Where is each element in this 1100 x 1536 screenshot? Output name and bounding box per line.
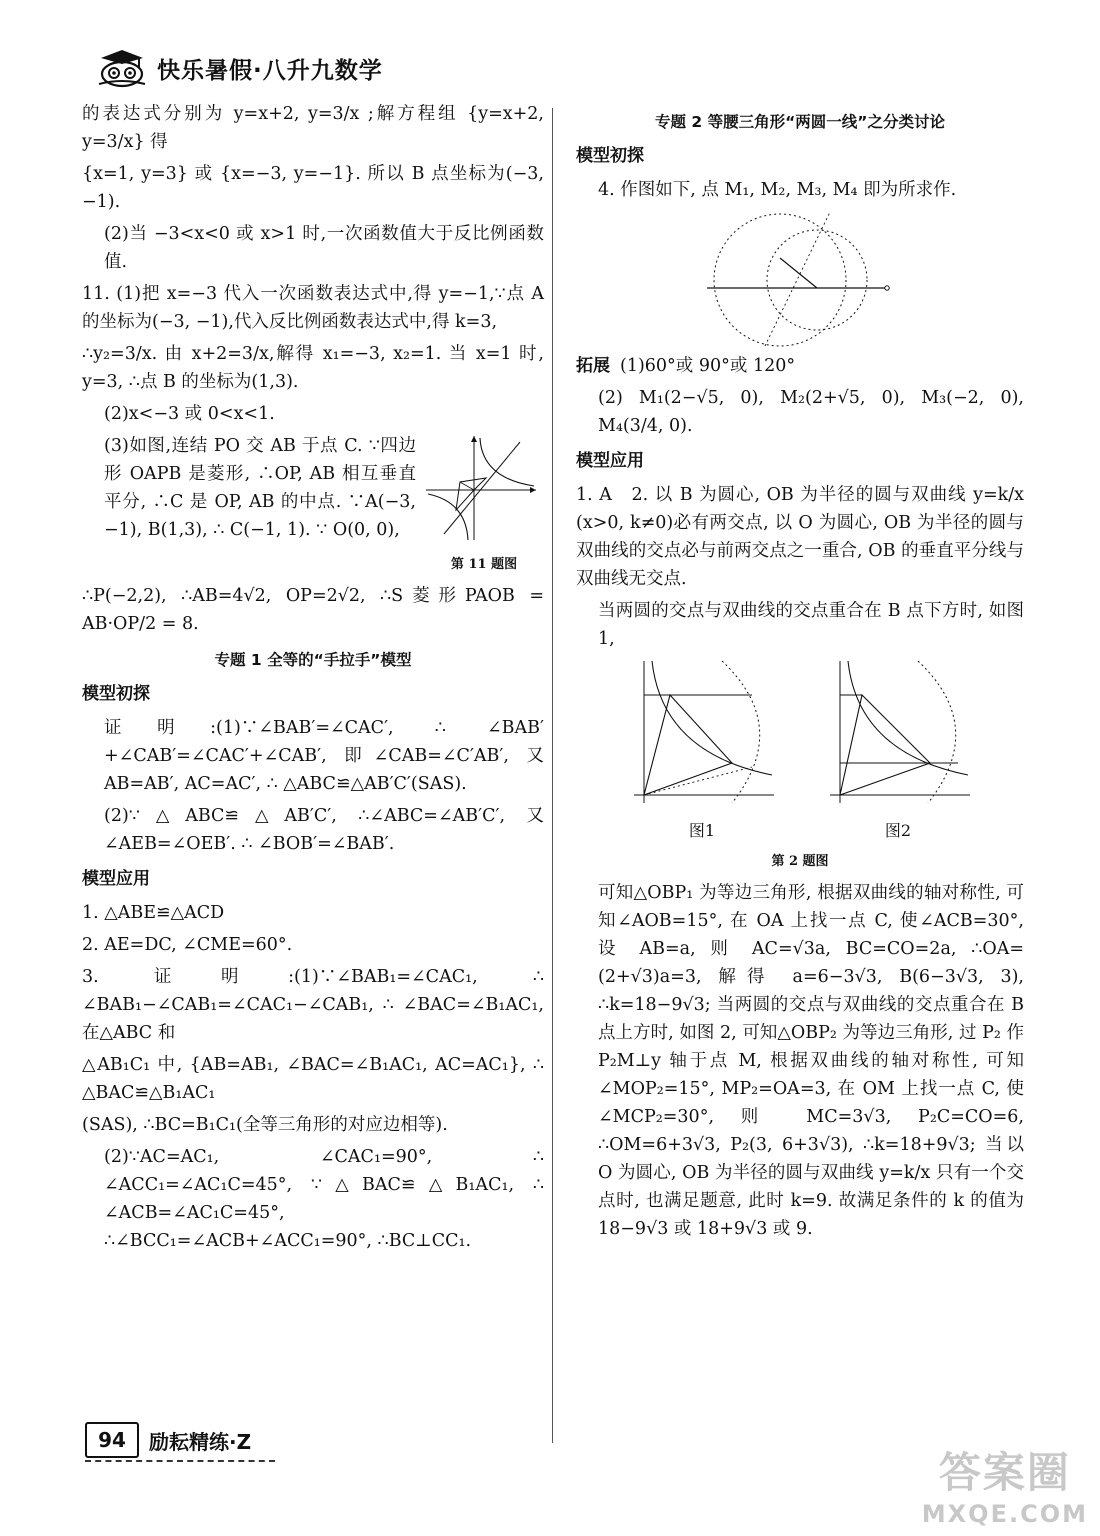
- hyperbola-rhombus-diagram: [424, 432, 542, 544]
- right-answer-1-2: 1. A 2. 以 B 为圆心, OB 为半径的圆与双曲线 y=k/x (x>0, k≠0)必有两交点, 以 O 为圆心, OB 为半径的圆与双曲线的交点必与前两交点之一重合, OB 的垂直平分线与双曲线无交点.: [576, 485, 1030, 590]
- extension-label: 拓展: [576, 355, 610, 376]
- model-explore-heading: 模型初探: [82, 683, 150, 704]
- book-title: 快乐暑假·八升九数学: [157, 57, 383, 84]
- figure-11: [424, 432, 544, 582]
- hyperbola-figure-1: [622, 657, 782, 807]
- extension-answer-2: (2) M₁(2−√5, 0), M₂(2+√5, 0), M₃(−2, 0), M₄(3/4, 0).: [598, 388, 1030, 437]
- owl-logo-icon: [95, 48, 149, 88]
- watermark-line-2: MXQE.COM: [921, 1500, 1088, 1528]
- two-circles-one-line-diagram: [705, 208, 895, 348]
- topic-2-heading: 专题 2 等腰三角形“两圆一线”之分类讨论: [655, 113, 945, 131]
- figure-1-wrap: [622, 657, 782, 850]
- answer-3-conclusion: (SAS), ∴BC=B₁C₁(全等三角形的对应边相等).: [82, 1114, 448, 1135]
- figure-2-label: 图2: [884, 821, 912, 841]
- right-solution: 可知△OBP₁ 为等边三角形, 根据双曲线的轴对称性, 可知∠AOB=15°, 在 OA 上找一点 C, 使∠ACB=30°, 设 AB=a, 则 AC=√3a, BC=CO=2a, ∴OA=(2+√3)a=3, 解得 a=6−3√3, B(6−3√3, 3), ∴k=18−9√3; 当两圆的交点与双曲线的交点重合在 B 点上方时, 如图 2, 可知△OBP₂ 为等边三角形, 过 P₂ 作 P₂M⊥y 轴于点 M, 根据双曲线的轴对称性, 可知∠MOP₂=15°, MP₂=OA=3, 在 OM 上找一点 C, 使∠MCP₂=30°, 则 MC=3√3, P₂C=CO=6, ∴OM=6+3√3, P₂(3, 6+3√3), ∴k=18+9√3; 当以 O 为圆心, OB 为半径的圆与双曲线 y=k/x 只有一个交点时, 也满足题意, 此时 k=9. 故满足条件的 k 的值为 18−9√3 或 18+9√3 或 9.: [598, 882, 1030, 1239]
- answer-2: 2. AE=DC, ∠CME=60°.: [82, 934, 293, 955]
- hyperbola-figure-2: [818, 657, 978, 807]
- column-divider: [552, 108, 553, 1443]
- q11-part3-row: [82, 432, 544, 582]
- model-explore-heading-2: 模型初探: [576, 145, 644, 166]
- right-column: [576, 100, 1030, 1247]
- model-apply-heading: 模型应用: [82, 868, 150, 889]
- page-number: 94: [85, 1422, 139, 1458]
- figure-11-caption: 第 11 题图: [450, 557, 518, 572]
- extension-answer-1: (1)60°或 90°或 120°: [620, 355, 796, 376]
- page-header: [95, 46, 383, 90]
- left-p9: 证明:(1)∵∠BAB′=∠CAC′, ∴ ∠BAB′+∠CAB′=∠CAC′+∠CAB′, 即∠CAB=∠C′AB′, 又 AB=AB′, AC=AC′, ∴ △ABC≌△AB′C′(SAS).: [104, 717, 550, 794]
- left-column: [82, 100, 550, 1259]
- figure-2-wrap: [818, 657, 978, 850]
- answer-3-part2: (2)∵AC=AC₁, ∠CAC₁=90°, ∴ ∠ACC₁=∠AC₁C=45°, ∵△BAC≌△B₁AC₁, ∴ ∠ACB=∠AC₁C=45°, ∴∠BCC₁=∠ACB+∠ACC₁=90°, ∴BC⊥CC₁.: [104, 1146, 550, 1251]
- extension-line-1: [576, 352, 1024, 380]
- page-footer: [85, 1422, 251, 1458]
- footer-dashed-line: [85, 1460, 275, 1462]
- model-apply-heading-2: 模型应用: [576, 451, 644, 472]
- left-p2: {x=1, y=3} 或 {x=−3, y=−1}. 所以 B 点坐标为(−3, −1).: [82, 164, 550, 212]
- left-p5: ∴y₂=3/x. 由 x+2=3/x,解得 x₁=−3, x₂=1. 当 x=1 时, y=3, ∴点 B 的坐标为(1,3).: [82, 344, 550, 392]
- watermark-line-1: 答案圈: [938, 1448, 1071, 1497]
- figure-2-caption: 第 2 题图: [771, 853, 829, 869]
- left-q11: 11. (1)把 x=−3 代入一次函数表达式中,得 y=−1,∵点 A 的坐标为(−3, −1),代入反比例函数表达式中,得 k=3,: [82, 284, 550, 332]
- left-p1: 的表达式分别为 y=x+2, y=3/x ;解方程组 {y=x+2, y=3/x} 得: [82, 104, 550, 152]
- answer-3: 3. 证明:(1)∵∠BAB₁=∠CAC₁, ∴ ∠BAB₁−∠CAB₁=∠CAC₁−∠CAB₁, ∴ ∠BAC=∠B₁AC₁, 在△ABC 和: [82, 966, 550, 1043]
- topic-1-heading: 专题 1 全等的“手拉手”模型: [214, 650, 412, 669]
- series-brand: 励耘精练·Z: [149, 1429, 252, 1454]
- watermark: [922, 1440, 1088, 1528]
- figure-1-label: 图1: [688, 821, 716, 841]
- left-p3: (2)当 −3<x<0 或 x>1 时,一次函数值大于反比例函数值.: [104, 224, 544, 272]
- answer-1: 1. △ABE≌△ACD: [82, 902, 225, 923]
- left-p6: (2)x<−3 或 0<x<1.: [104, 404, 275, 424]
- left-p8: ∴P(−2,2), ∴AB=4√2, OP=2√2, ∴S菱形PAOB = AB·OP/2 = 8.: [82, 585, 550, 634]
- figures-1-2: [576, 657, 1024, 850]
- left-p7: (3)如图,连结 PO 交 AB 于点 C. ∵四边形 OAPB 是菱形, ∴OP, AB 相互垂直平分, ∴C 是 OP, AB 的中点. ∵A(−3, −1), B(1,3), ∴ C(−1, 1). ∵ O(0, 0),: [104, 436, 422, 540]
- left-p10: (2)∵△ABC≌△AB′C′, ∴∠ABC=∠AB′C′, 又∠AEB=∠OEB′. ∴ ∠BOB′=∠BAB′.: [104, 805, 544, 854]
- answer-3-system: △AB₁C₁ 中, {AB=AB₁, ∠BAC=∠B₁AC₁, AC=AC₁}, ∴ △BAC≌△B₁AC₁: [82, 1054, 550, 1103]
- question-4: 4. 作图如下, 点 M₁, M₂, M₃, M₄ 即为所求作.: [598, 179, 957, 200]
- right-case-1-intro: 当两圆的交点与双曲线的交点重合在 B 点下方时, 如图 1,: [598, 601, 1030, 650]
